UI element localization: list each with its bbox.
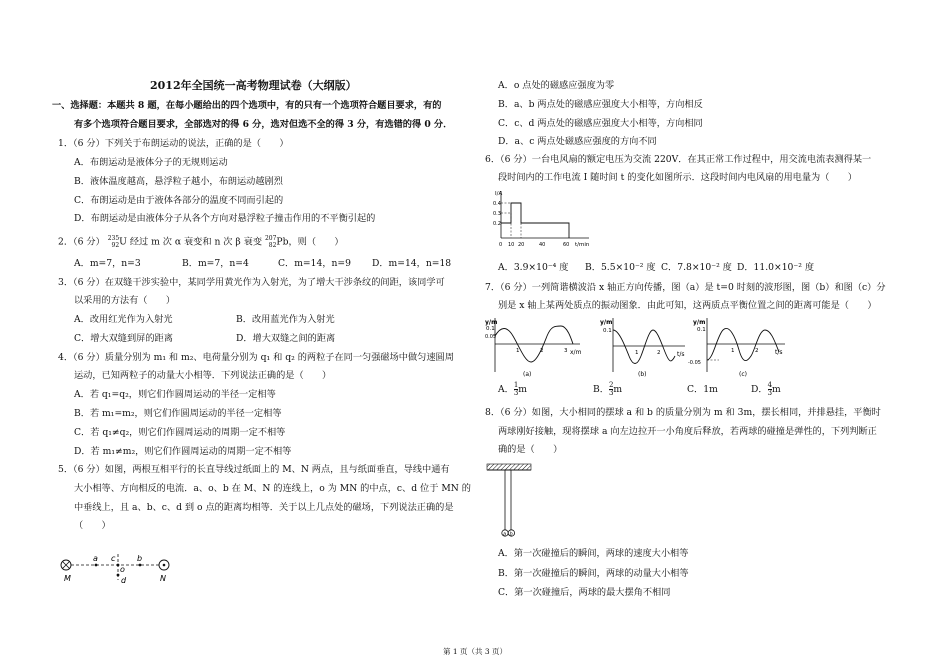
page-footer: 第 1 页（共 3 页） — [442, 647, 508, 656]
label-d: d — [121, 576, 127, 584]
q1-option-c: C．布朗运动是由于液体各部分的温度不同而引起的 — [74, 195, 284, 206]
svg-text:(c): (c) — [739, 371, 747, 378]
q2-option-c: C．m=14，n=9 — [278, 258, 351, 269]
q6-option-d: D．11.0×10⁻² 度 — [737, 262, 815, 273]
label-a: a — [93, 554, 98, 563]
q6-option-c: C．7.8×10⁻² 度 — [661, 262, 732, 273]
q7-stem-line1: 7．（6 分）一列简谐横波沿 x 轴正方向传播，图（a）是 t=0 时刻的波形图，图（b）和图（c）分 — [485, 282, 886, 293]
q4-option-a: A．若 q₁=q₂，则它们作圆周运动的半径一定相等 — [74, 389, 276, 400]
section-header-line2: 有多个选项符合题目要求，全部选对的得 6 分，选对但选不全的得 3 分，有选错的得 0 分． — [74, 119, 453, 130]
page-title: 2012年全国统一高考物理试卷（大纲版） — [150, 79, 357, 92]
q2-option-a: A．m=7，n=3 — [74, 258, 141, 269]
svg-text:3: 3 — [564, 348, 568, 354]
q6-xtick-10: 10 — [508, 242, 515, 248]
svg-text:0.1: 0.1 — [697, 327, 706, 333]
svg-text:1: 1 — [635, 350, 639, 356]
label-o: o — [120, 565, 125, 574]
svg-text:y/m: y/m — [600, 319, 613, 326]
svg-text:y/m: y/m — [485, 319, 498, 326]
q6-xtick-40: 40 — [539, 242, 546, 248]
q8-stem-line3: 确的是（ ） — [498, 444, 563, 455]
q7-option-a: A． $\frac{1}{3}m$ — [498, 381, 528, 397]
q5-option-d: D．a、c 两点处磁感应强度的方向不同 — [498, 136, 657, 147]
q4-option-b: B．若 m₁=m₂，则它们作圆周运动的半径一定相等 — [74, 408, 282, 419]
q3-option-a: A．改用红光作为入射光 — [74, 314, 173, 325]
q4-stem-line1: 4．（6 分）质量分别为 m₁ 和 m₂、电荷量分别为 q₁ 和 q₂ 的两粒子在同一匀强磁场中做匀速圆周 — [58, 352, 454, 363]
svg-text:b: b — [509, 531, 513, 538]
q8-stem-line1: 8．（6 分）如图，大小相同的摆球 a 和 b 的质量分别为 m 和 3m，摆长相同，并排悬挂，平衡时 — [485, 407, 881, 418]
q3-stem-line2: 以采用的方法有（ ） — [74, 295, 176, 306]
q4-option-d: D．若 m₁≠m₂，则它们作圆周运动的周期一定不相等 — [74, 446, 292, 457]
q8-option-c: C．第一次碰撞后，两球的最大摆角不相同 — [498, 587, 671, 598]
svg-text:y/m: y/m — [693, 319, 706, 326]
q6-current-time-chart — [493, 188, 593, 248]
q6-xtick-0: 0 — [499, 242, 503, 248]
u-isotope-numbers: 235 92 — [107, 235, 120, 249]
q1-option-a: A．布朗运动是液体分子的无规则运动 — [74, 157, 228, 168]
q2-option-b: B．m=7，n=4 — [182, 258, 249, 269]
q5-stem-line1: 5．（6 分）如图，两根互相平行的长直导线过纸面上的 M、N 两点，且与纸面垂直，导线中通有 — [58, 464, 450, 475]
svg-text:2: 2 — [540, 348, 544, 354]
q8-pendulum-figure — [485, 460, 545, 542]
q1-option-d: D．布朗运动是由液体分子从各个方向对悬浮粒子撞击作用的不平衡引起的 — [74, 213, 376, 224]
q7-figure-b — [600, 318, 685, 378]
q8-option-a: A．第一次碰撞后的瞬间，两球的速度大小相等 — [498, 548, 689, 559]
svg-text:2: 2 — [657, 350, 661, 356]
svg-text:1: 1 — [516, 348, 520, 354]
svg-text:x/m: x/m — [570, 349, 582, 356]
pb-isotope-numbers: 207 82 — [264, 235, 277, 249]
q5-option-c: C．c、d 两点处的磁感应强度大小相等，方向相同 — [498, 118, 703, 129]
q3-option-d: D．增大双缝之间的距离 — [236, 333, 336, 344]
q6-option-a: A．3.9×10⁻⁴ 度 — [498, 262, 569, 273]
svg-text:a: a — [503, 531, 507, 538]
point-b — [139, 564, 142, 567]
svg-text:-0.05: -0.05 — [688, 360, 701, 366]
q5-option-b: B．a、b 两点处的磁感应强度大小相等，方向相反 — [498, 99, 703, 110]
svg-text:(a): (a) — [523, 371, 532, 378]
svg-text:0.05: 0.05 — [485, 334, 497, 340]
q8-option-b: B．第一次碰撞后的瞬间，两球的动量大小相等 — [498, 568, 689, 579]
q6-stem-line1: 6．（6 分）一台电风扇的额定电压为交流 220V．在其正常工作过程中，用交流电流表测得某一 — [485, 154, 872, 165]
label-M: M — [64, 574, 71, 583]
q5-wire-figure — [56, 550, 186, 584]
q7-option-c: C．1m — [687, 384, 718, 395]
q3-option-b: B．改用蓝光作为入射光 — [236, 314, 335, 325]
q6-ytick-02: 0.2 — [493, 221, 501, 227]
label-b: b — [137, 554, 143, 563]
q7-option-d: D． $\frac{4}{3}m$ — [751, 381, 781, 397]
svg-text:0.1: 0.1 — [486, 326, 495, 332]
q6-ytick-03: 0.3 — [493, 211, 501, 217]
q7-option-b: B． $\frac{2}{3}m$ — [593, 381, 623, 397]
q3-stem-line1: 3．（6 分）在双缝干涉实验中，某同学用黄光作为入射光，为了增大干涉条纹的间距，该同学可 — [58, 277, 445, 288]
q1-stem: 1．（6 分）下列关于布朗运动的说法，正确的是（ ） — [58, 138, 289, 149]
svg-text:2: 2 — [755, 348, 759, 354]
q7-figure-c — [688, 318, 785, 378]
svg-text:0.1: 0.1 — [603, 328, 612, 334]
q5-stem-line4: （ ） — [74, 520, 111, 531]
section-header-line1: 一、选择题：本题共 8 题，在每小题给出的四个选项中，有的只有一个选项符合题目要求，有的 — [52, 100, 442, 111]
svg-text:t/s: t/s — [677, 351, 685, 358]
u-symbol: U — [119, 236, 127, 248]
label-N: N — [160, 574, 166, 583]
q4-stem-line2: 运动，已知两粒子的动量大小相等．下列说法正确的是（ ） — [74, 370, 332, 381]
label-c: c — [111, 554, 116, 563]
q4-option-c: C．若 q₁≠q₂，则它们作圆周运动的周期一定不相等 — [74, 427, 286, 438]
q6-xlabel: t/min — [575, 242, 590, 248]
q3-option-c: C．增大双缝到屏的距离 — [74, 333, 173, 344]
point-a — [95, 564, 98, 567]
q6-option-b: B．5.5×10⁻² 度 — [585, 262, 656, 273]
q5-stem-line2: 大小相等、方向相反的电流．a、o、b 在 M、N 的连线上，o 为 MN 的中点，c、d 位于 MN 的 — [74, 483, 471, 494]
q1-option-b: B．液体温度越高，悬浮粒子越小，布朗运动越剧烈 — [74, 176, 283, 187]
svg-text:(b): (b) — [638, 371, 647, 378]
svg-text:t/s: t/s — [775, 349, 783, 356]
q7-wave-figures — [485, 316, 815, 380]
q6-ytick-04: 0.4 — [493, 201, 501, 207]
q5-option-a: A．o 点处的磁感应强度为零 — [498, 80, 615, 91]
q7-stem-line2: 别是 x 轴上某两处质点的振动图象．由此可知，这两质点平衡位置之间的距离可能是（ ） — [498, 300, 877, 311]
q8-stem-line2: 两球刚好接触，现将摆球 a 向左边拉开一小角度后释放，若两球的碰撞是弹性的，下列判断正 — [498, 426, 877, 437]
svg-text:1: 1 — [731, 348, 735, 354]
q2-option-d: D．m=14，n=18 — [372, 258, 452, 269]
q5-stem-line3: 中垂线上，且 a、b、c、d 到 o 点的距离均相等．关于以上几点处的磁场，下列说法正确的是 — [74, 502, 454, 513]
q6-xtick-20: 20 — [518, 242, 525, 248]
point-d — [117, 574, 120, 577]
q6-stem-line2: 段时间内的工作电流 I 随时间 t 的变化如图所示．这段时间内电风扇的用电量为（ ） — [498, 172, 857, 183]
point-o — [117, 564, 120, 567]
pb-symbol: Pb — [276, 236, 289, 248]
ceiling-support — [487, 464, 531, 470]
q6-xtick-60: 60 — [563, 242, 570, 248]
q2-stem: 2．（6 分） 235 92U 经过 m 次 α 衰变和 n 次 β 衰变 207 82Pb，则（ ） — [58, 235, 344, 249]
q7-figure-a — [485, 318, 582, 378]
q6-ylabel: I/A — [495, 191, 503, 197]
